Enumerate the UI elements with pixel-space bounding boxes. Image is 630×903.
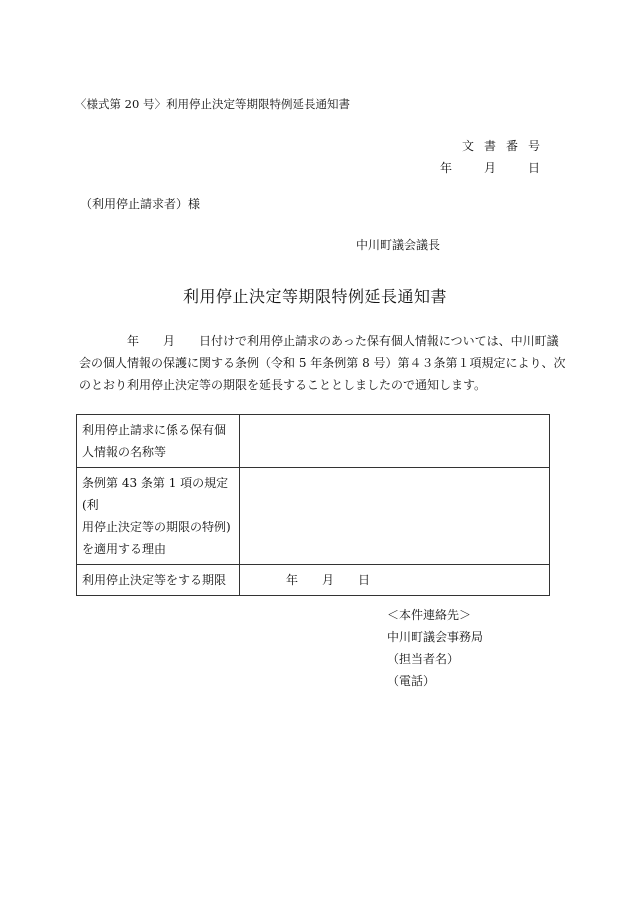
deadline-date: 年 月 日: [286, 573, 371, 587]
table-row: [77, 468, 550, 565]
table-label-line: 条例第 43 条第 1 項の規定(利: [82, 476, 229, 512]
body-line-3: のとおり利用停止決定等の期限を延長することとしましたので通知します。: [79, 378, 487, 392]
table-label-line: 用停止決定等の期限の特例): [82, 520, 231, 534]
table-label-cell: [77, 415, 240, 468]
info-table: [76, 414, 550, 596]
body-line-1: 年 月 日付けで利用停止請求のあった保有個人情報については、中川町議: [127, 334, 559, 348]
body-line-2: 会の個人情報の保護に関する条例（令和 5 年条例第 8 号）第４３条第１項規定により、次: [79, 356, 566, 370]
contact-person: （担当者名）: [387, 652, 460, 666]
table-label-line: 利用停止決定等をする期限: [82, 573, 227, 587]
addressee: （利用停止請求者）様: [80, 197, 201, 211]
table-label-line: 利用停止請求に係る保有個: [82, 423, 227, 437]
table-row: [77, 565, 550, 596]
contact-office: 中川町議会事務局: [387, 630, 484, 644]
table-label-line: 人情報の名称等: [82, 445, 167, 459]
contact-phone: （電話）: [387, 674, 436, 688]
issuer: 中川町議会議長: [356, 238, 441, 252]
document-title: 利用停止決定等期限特例延長通知書: [182, 287, 447, 306]
table-value-cell: [240, 468, 550, 565]
document-number-label: 文書番号: [461, 139, 550, 153]
body-paragraph: [79, 330, 566, 396]
document-number-block: [430, 135, 550, 179]
contact-block: [387, 604, 483, 692]
table-row: [77, 415, 550, 468]
table-label-cell: [77, 565, 240, 596]
contact-heading: ＜本件連絡先＞: [387, 608, 472, 622]
form-number-label: 〈様式第 20 号〉利用停止決定等期限特例延長通知書: [75, 97, 350, 111]
document-date-label: 年 月 日: [439, 161, 550, 175]
table-value-cell: [240, 565, 550, 596]
table-label-line: を適用する理由: [82, 542, 167, 556]
table-label-cell: [77, 468, 240, 565]
table-value-cell: [240, 415, 550, 468]
